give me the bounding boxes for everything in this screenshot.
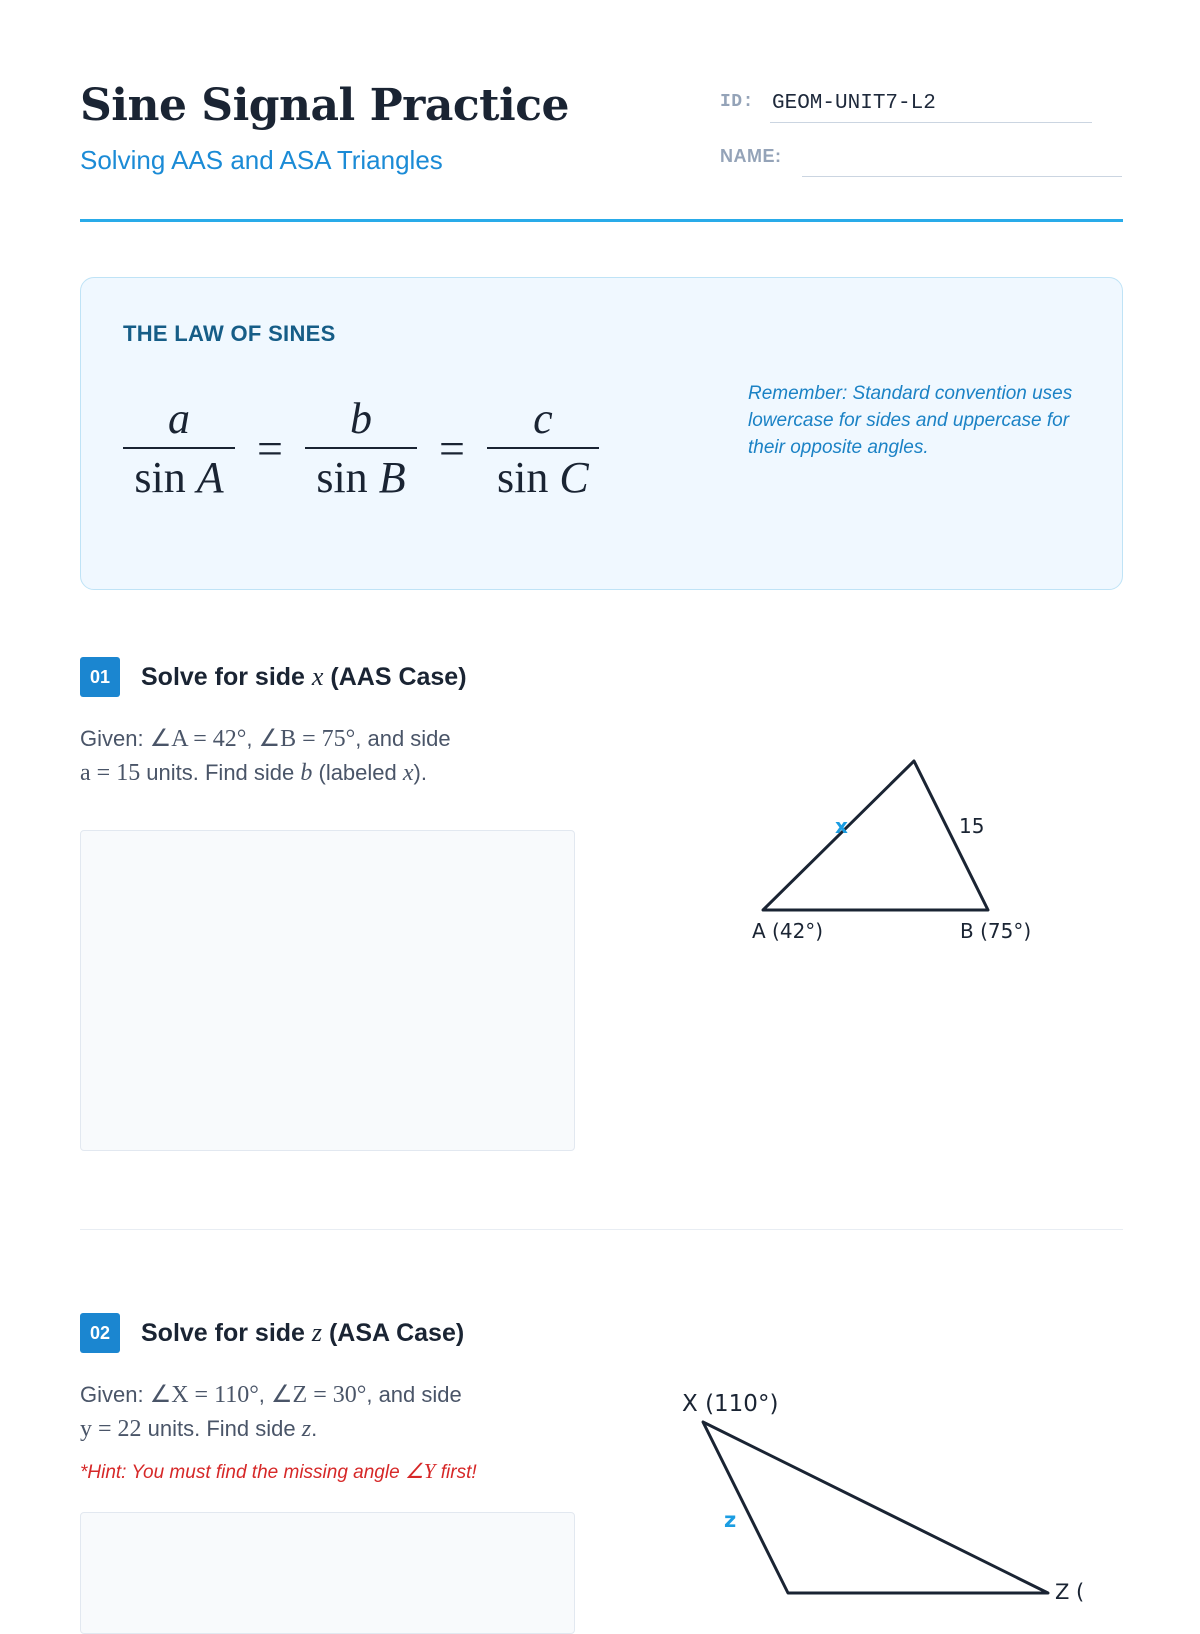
id-label: ID: xyxy=(720,92,754,112)
problem-number-badge: 01 xyxy=(80,657,120,697)
header-divider xyxy=(80,219,1123,222)
numerator: a xyxy=(168,394,190,443)
id-value: GEOM-UNIT7-L2 xyxy=(770,90,1092,123)
name-label: NAME: xyxy=(720,146,782,166)
page-subtitle: Solving AAS and ASA Triangles xyxy=(80,145,443,175)
side-z-label: z xyxy=(724,1508,737,1532)
vertex-a-label: A (42°) xyxy=(752,919,824,943)
problem-given-text: Given: ∠A = 42°, ∠B = 75°, and side a = 15 units. Find side b (labeled x). xyxy=(80,726,451,786)
work-area[interactable] xyxy=(80,1512,575,1634)
fraction-b xyxy=(305,391,417,507)
triangle-diagram xyxy=(740,750,1060,950)
numerator: b xyxy=(349,394,372,443)
equals-sign: = xyxy=(438,423,465,474)
side-x-label: x xyxy=(835,814,848,838)
problem-title: Solve for side x (AAS Case) xyxy=(141,662,467,691)
problem-given-text: Given: ∠X = 110°, ∠Z = 30°, and side y = 22 units. Find side z. xyxy=(80,1382,462,1442)
denominator: sin C xyxy=(497,453,589,502)
problem-number-badge: 02 xyxy=(80,1313,120,1353)
numerator: c xyxy=(533,394,553,443)
triangle-shape xyxy=(763,761,988,910)
name-field[interactable] xyxy=(802,146,1122,177)
triangle-diagram xyxy=(680,1385,1085,1604)
fraction-a xyxy=(123,391,235,507)
law-of-sines-box xyxy=(80,277,1123,590)
triangle-shape xyxy=(703,1422,1048,1593)
law-note: Remember: Standard convention uses lowercase for sides and uppercase for their opposite angles. xyxy=(748,383,1073,458)
equals-sign: = xyxy=(257,423,283,474)
section-divider xyxy=(80,1229,1123,1230)
vertex-x-label: X (110°) xyxy=(682,1391,779,1417)
hint-text: *Hint: You must find the missing angle ∠Y first! xyxy=(80,1459,477,1483)
law-heading: THE LAW OF SINES xyxy=(123,321,336,346)
vertex-b-label: B (75°) xyxy=(960,919,1032,943)
denominator: sin A xyxy=(134,453,224,502)
fraction-c xyxy=(487,391,599,507)
side-length-label: 15 xyxy=(959,814,985,838)
work-area[interactable] xyxy=(80,830,575,1151)
denominator: sin B xyxy=(316,453,406,502)
law-of-sines-formula xyxy=(123,391,599,507)
problem-title: Solve for side z (ASA Case) xyxy=(141,1318,465,1347)
vertex-z-label: Z ( xyxy=(1055,1580,1085,1604)
page-title: Sine Signal Practice xyxy=(80,80,569,131)
